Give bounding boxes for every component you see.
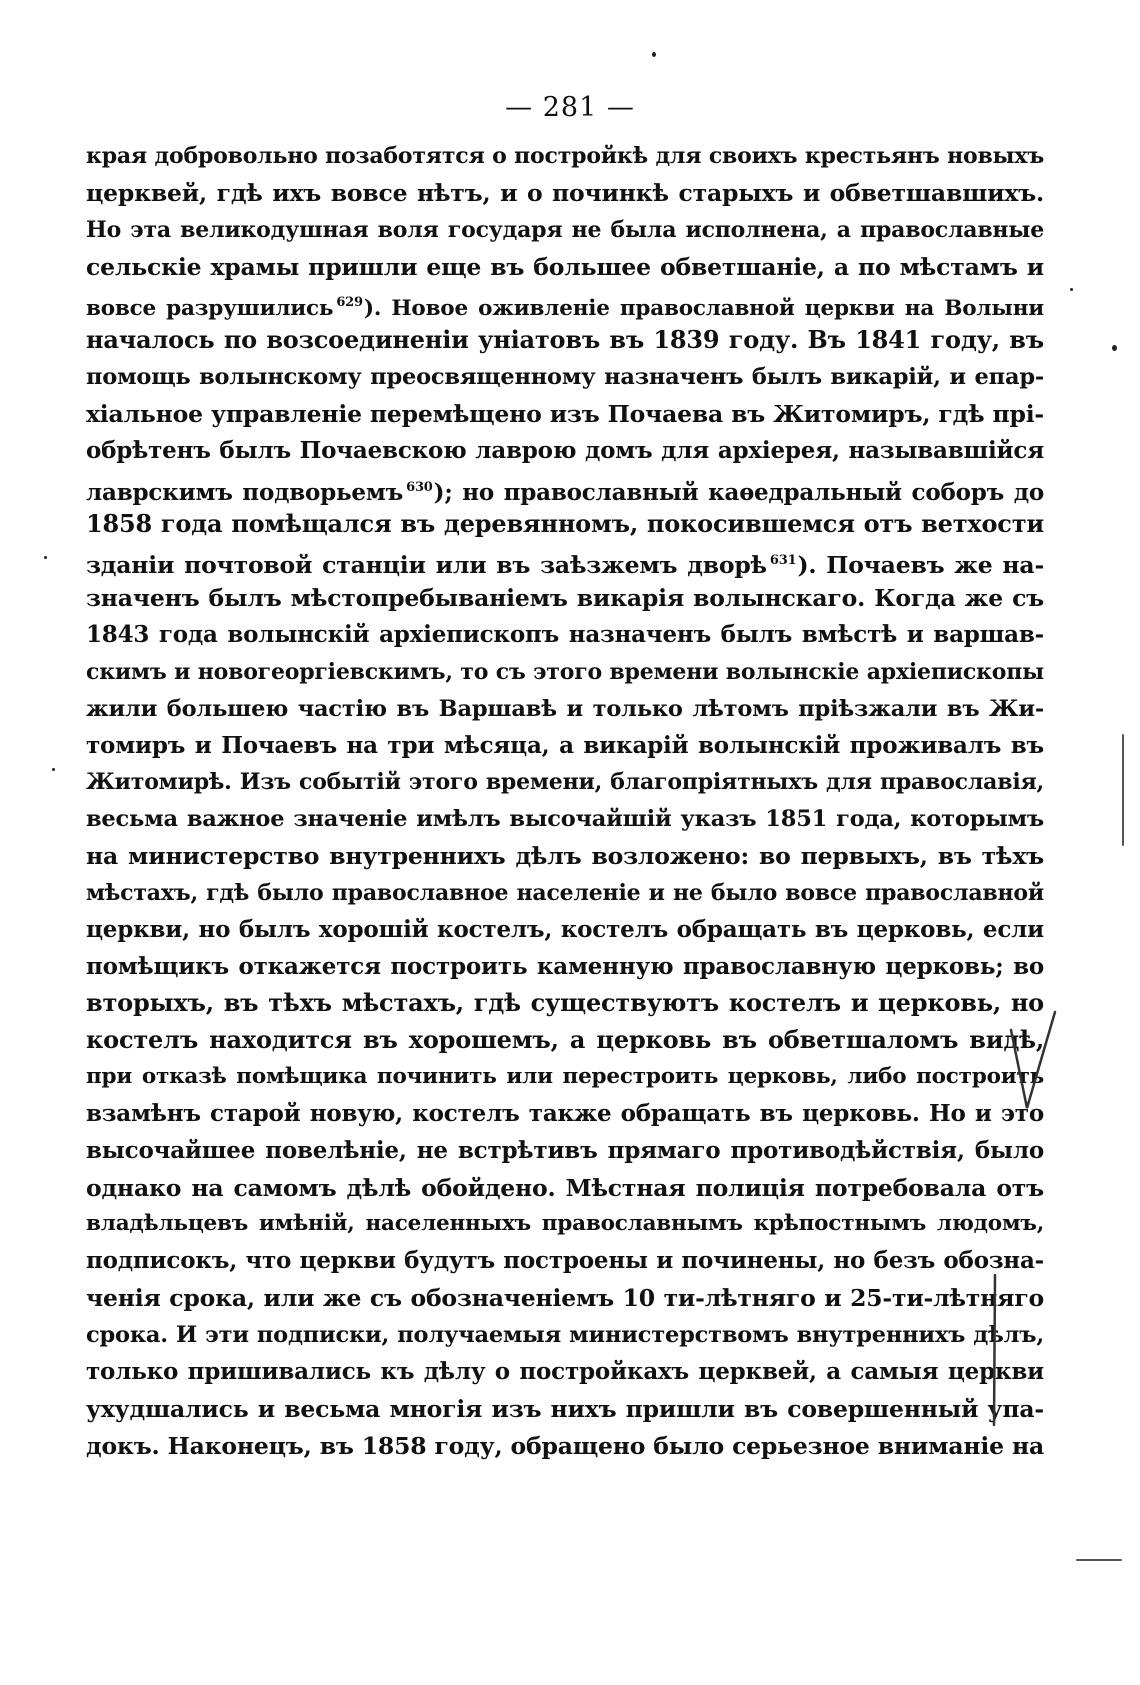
text-line-main: докъ. Наконецъ, въ 1858 году, обращено было серьезное вниманіе на (86, 1431, 1044, 1460)
footnote-reference: 629 (336, 295, 363, 311)
text-line-main: однако на самомъ дѣлѣ обойдено. Мѣстная полиція потребовала отъ (86, 1173, 1044, 1202)
text-line (86, 212, 1044, 249)
margin-line-mark (985, 1265, 1015, 1435)
text-line (86, 543, 1044, 580)
text-line-main: обрѣтенъ былъ Почаевскою лаврою домъ для архіерея, называвшійся (86, 436, 1044, 464)
text-line-main: 1858 года помѣщался въ деревянномъ, покосившемся отъ ветхости (86, 509, 1044, 539)
text-line-continuation: ). Почаевъ же на- (797, 551, 1044, 580)
text-line (86, 1170, 1044, 1207)
text-line-main: лаврскимъ подворьемъ (86, 478, 404, 506)
text-line-main: началось по возсоединеніи уніатовъ въ 1839 году. Въ 1841 году, въ (86, 325, 1044, 355)
text-line (86, 1096, 1044, 1133)
text-line (86, 138, 1044, 175)
text-line-main: при отказѣ помѣщика починить или перестроить церковь, либо построить (86, 1064, 1044, 1090)
text-line (86, 1428, 1044, 1465)
footnote-reference: 631 (769, 553, 797, 569)
text-line-main: мѣстахъ, гдѣ было православное населеніе и не было вовсе православной (86, 879, 1044, 906)
text-line (86, 764, 1044, 801)
text-line-main: 1843 года волынскій архіепископъ назначенъ былъ вмѣстѣ и варшав- (86, 620, 1044, 648)
text-line (86, 1059, 1044, 1096)
text-line (86, 838, 1044, 875)
text-line (86, 396, 1044, 433)
page-number: — 281 — (505, 92, 635, 123)
text-line (86, 691, 1044, 728)
text-line-main: весьма важное значеніе имѣлъ высочайшій указъ 1851 года, которымъ (86, 806, 1044, 833)
text-line-main: сельскіе храмы пришли еще въ большее обветшаніе, а по мѣстамъ и (86, 252, 1044, 281)
text-line-main: помѣщикъ откажется построить каменную православную церковь; во (86, 952, 1044, 980)
text-line (86, 322, 1044, 359)
text-line-main: вовсе разрушились (86, 296, 334, 322)
text-line-continuation: ). Новое оживленіе православной церкви на Волыни (363, 296, 1044, 322)
text-line (86, 1243, 1044, 1280)
text-line (86, 249, 1044, 286)
text-line (86, 728, 1044, 765)
text-line-main: хіальное управленіе перемѣщено изъ Почаева въ Житомиръ, гдѣ прі- (86, 399, 1044, 428)
text-line (86, 912, 1044, 949)
margin-check-mark (1005, 1000, 1065, 1120)
margin-dash-mark (1075, 1555, 1125, 1565)
scan-speck (1070, 288, 1073, 291)
text-line (86, 985, 1044, 1022)
text-line (86, 506, 1044, 543)
scan-speck (44, 556, 47, 559)
text-line-main: подписокъ, что церкви будутъ построены и починены, но безъ обозна- (86, 1247, 1044, 1275)
text-line (86, 359, 1044, 396)
text-line (86, 1317, 1044, 1354)
text-line (86, 617, 1044, 654)
text-line-main: Житомирѣ. Изъ событій этого времени, благопріятныхъ для православія, (86, 769, 1044, 796)
body-text (86, 138, 1044, 1464)
text-line-main: зданіи почтовой станціи или въ заѣзжемъ дворѣ (86, 551, 767, 580)
text-line-main: Но эта великодушная воля государя не была исполнена, а православные (86, 216, 1044, 243)
scan-speck (52, 768, 55, 771)
text-line-main: взамѣнъ старой новую, костелъ также обращать въ церковь. Но и это (86, 1099, 1044, 1127)
text-line (86, 654, 1044, 691)
text-line-main: жили большею частію въ Варшавѣ и только лѣтомъ пріѣзжали въ Жи- (86, 695, 1044, 722)
text-line-main: помощь волынскому преосвященному назначенъ былъ викарій, и епар- (86, 364, 1044, 391)
text-line (86, 175, 1044, 212)
text-line-main: значенъ былъ мѣстопребываніемъ викарія волынскаго. Когда же съ (86, 584, 1044, 613)
text-line-main: ухудшались и весьма многія изъ нихъ пришли въ совершенный упа- (86, 1394, 1044, 1423)
text-line-main: только пришивались къ дѣлу о постройкахъ церквей, а самыя церкви (86, 1357, 1044, 1385)
text-line (86, 433, 1044, 470)
text-line (86, 1280, 1044, 1317)
footnote-reference: 630 (406, 479, 433, 495)
text-line (86, 801, 1044, 838)
text-line (86, 1022, 1044, 1059)
text-line (86, 1133, 1044, 1170)
text-line-main: церкви, но былъ хорошій костелъ, костелъ обращать въ церковь, если (86, 915, 1044, 943)
scan-speck (1112, 345, 1117, 351)
text-line-main: томиръ и Почаевъ на три мѣсяца, а викарій волынскій проживалъ въ (86, 731, 1044, 759)
text-line-main: ченія срока, или же съ обозначеніемъ 10 ти-лѣтняго и 25-ти-лѣтняго (86, 1284, 1044, 1313)
text-line-main: костелъ находится въ хорошемъ, а церковь въ обветшаломъ видѣ, (86, 1025, 1044, 1055)
text-line (86, 285, 1044, 322)
margin-bar-mark (1115, 730, 1135, 850)
text-line-main: высочайшее повелѣніе, не встрѣтивъ прямаго противодѣйствія, было (86, 1136, 1044, 1164)
text-line (86, 470, 1044, 507)
text-line (86, 1354, 1044, 1391)
text-line (86, 949, 1044, 986)
text-line-main: вторыхъ, въ тѣхъ мѣстахъ, гдѣ существуютъ костелъ и церковь, но (86, 988, 1044, 1018)
text-line-continuation: ); но православный каѳедральный соборъ до (433, 478, 1044, 506)
text-line-main: скимъ и новогеоргіевскимъ, то съ этого времени волынскіе архіепископы (86, 658, 1044, 685)
text-line-main: на министерство внутреннихъ дѣлъ возложено: во первыхъ, въ тѣхъ (86, 842, 1044, 871)
text-line-main: владѣльцевъ имѣній, населенныхъ православнымъ крѣпостнымъ людомъ, (86, 1211, 1044, 1237)
text-line (86, 1206, 1044, 1243)
text-line (86, 580, 1044, 617)
text-line-main: края добровольно позаботятся о постройкѣ для своихъ крестьянъ новыхъ (86, 143, 1044, 169)
text-line-main: срока. И эти подписки, получаемыя министерствомъ внутреннихъ дѣлъ, (86, 1322, 1044, 1348)
scan-speck (652, 52, 656, 57)
text-line (86, 875, 1044, 912)
text-line-main: церквей, гдѣ ихъ вовсе нѣтъ, и о починкѣ старыхъ и обветшавшихъ. (86, 178, 1044, 207)
text-line (86, 1391, 1044, 1428)
